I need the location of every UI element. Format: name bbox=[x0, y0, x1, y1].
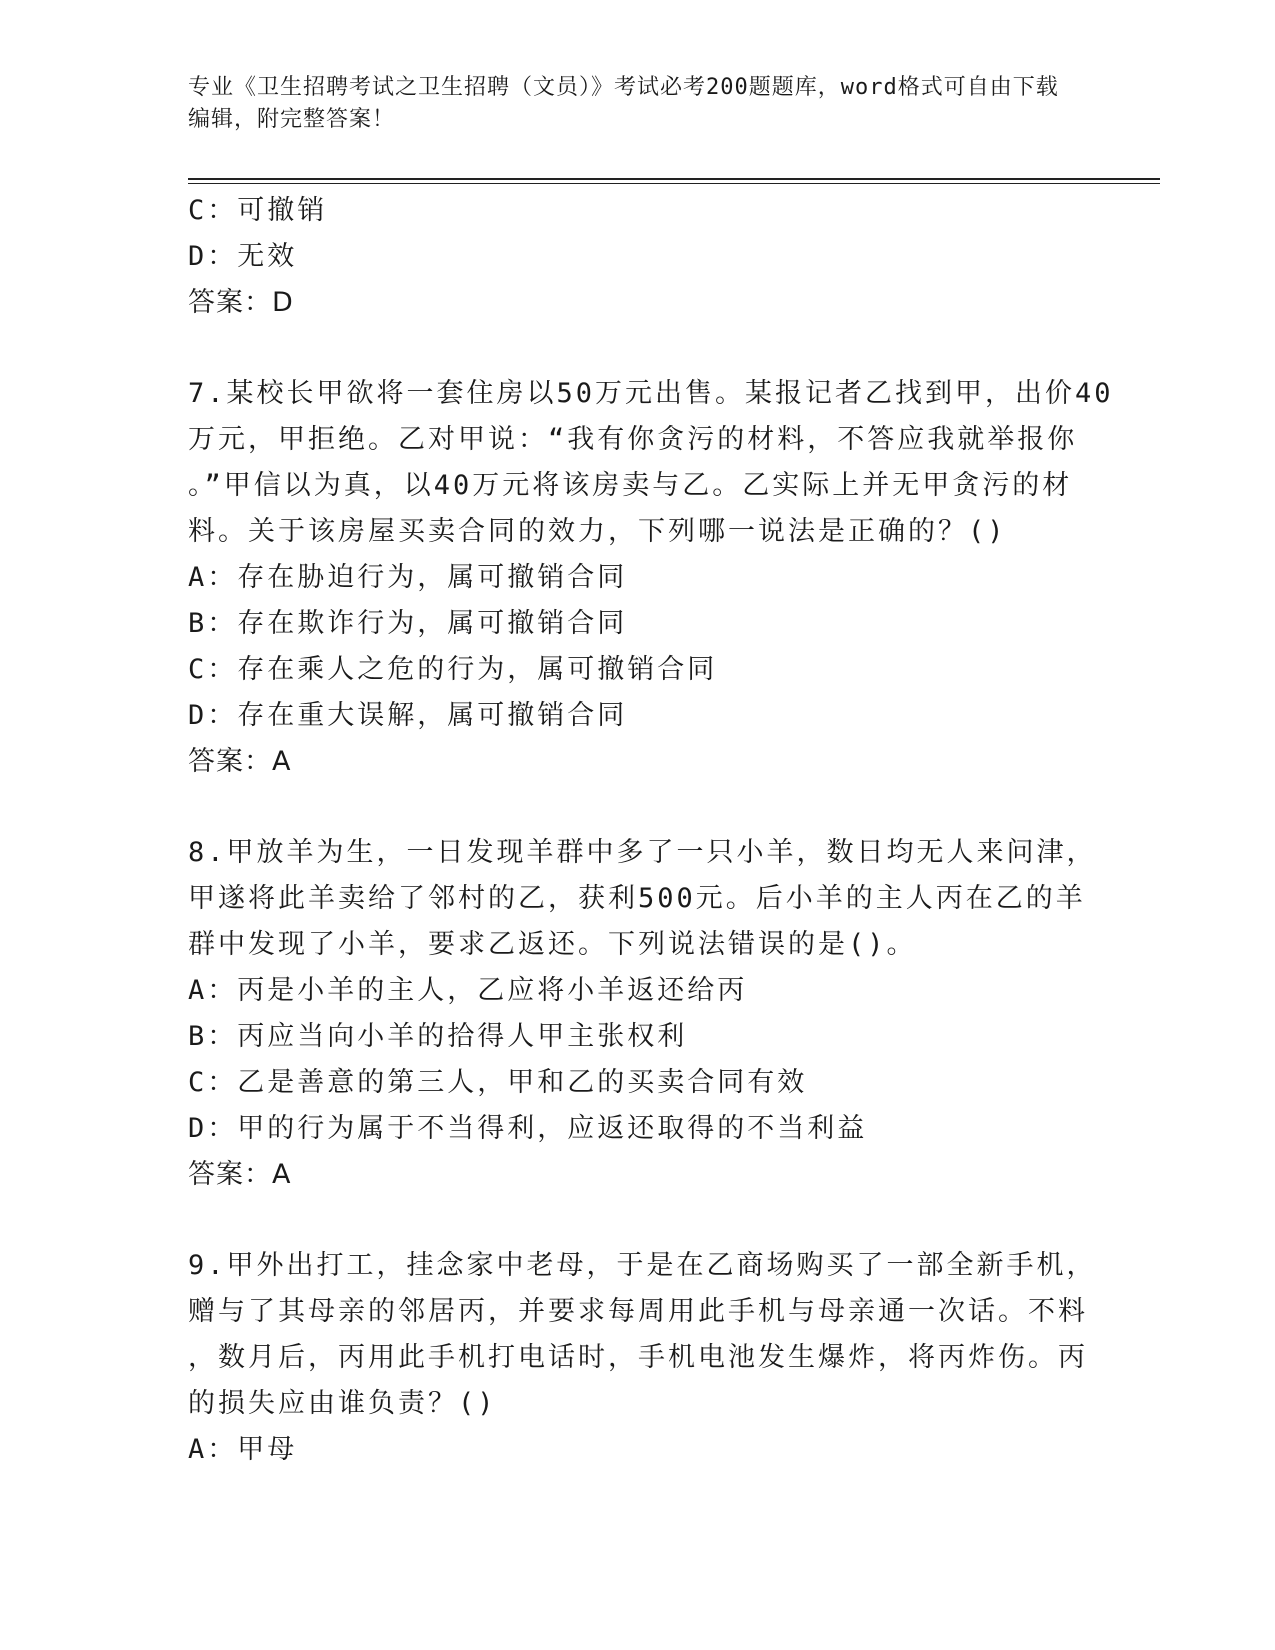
question-stem-line: 万元，甲拒绝。乙对甲说：“我有你贪污的材料，不答应我就举报你 bbox=[188, 424, 1078, 455]
option-d: D：无效 bbox=[188, 241, 298, 272]
option-a: A：丙是小羊的主人，乙应将小羊返还给丙 bbox=[188, 975, 748, 1006]
question-7 bbox=[188, 371, 1114, 785]
header-divider-thin bbox=[188, 183, 1160, 184]
question-stem-line: 群中发现了小羊，要求乙返还。下列说法错误的是()。 bbox=[188, 929, 917, 960]
spacer bbox=[188, 785, 1088, 830]
answer-line: 答案：A bbox=[188, 1159, 292, 1190]
question-stem-line: 赠与了其母亲的邻居丙，并要求每周用此手机与母亲通一次话。不料 bbox=[188, 1296, 1088, 1327]
question-8 bbox=[188, 830, 1097, 1198]
question-stem-line: 甲遂将此羊卖给了邻村的乙，获利500元。后小羊的主人丙在乙的羊 bbox=[188, 883, 1086, 914]
question-content bbox=[188, 188, 1114, 1473]
option-c: C：乙是善意的第三人，甲和乙的买卖合同有效 bbox=[188, 1067, 808, 1098]
header-divider bbox=[188, 178, 1160, 180]
option-c: C：存在乘人之危的行为，属可撤销合同 bbox=[188, 654, 718, 685]
option-b: B：丙应当向小羊的拾得人甲主张权利 bbox=[188, 1021, 688, 1052]
question-stem-line: ，数月后，丙用此手机打电话时，手机电池发生爆炸，将丙炸伤。丙 bbox=[188, 1342, 1088, 1373]
option-a: A：存在胁迫行为，属可撤销合同 bbox=[188, 562, 628, 593]
option-d: D：甲的行为属于不当得利，应返还取得的不当利益 bbox=[188, 1113, 868, 1144]
question-stem-line: 7.某校长甲欲将一套住房以50万元出售。某报记者乙找到甲，出价40 bbox=[188, 378, 1114, 409]
option-a: A：甲母 bbox=[188, 1434, 298, 1465]
page-header: 专业《卫生招聘考试之卫生招聘（文员）》考试必考200题题库，word格式可自由下载编辑，附完整答案！ bbox=[188, 75, 1059, 132]
question-stem-line: 料。关于该房屋买卖合同的效力，下列哪一说法是正确的？() bbox=[188, 516, 1007, 547]
option-b: B：存在欺诈行为，属可撤销合同 bbox=[188, 608, 628, 639]
option-c: C：可撤销 bbox=[188, 195, 328, 226]
question-stem-line: 8.甲放羊为生，一日发现羊群中多了一只小羊，数日均无人来问津， bbox=[188, 837, 1097, 868]
spacer bbox=[188, 326, 1088, 371]
spacer bbox=[188, 1198, 1088, 1243]
option-d: D：存在重大误解，属可撤销合同 bbox=[188, 700, 628, 731]
question-stem-line: 9.甲外出打工，挂念家中老母，于是在乙商场购买了一部全新手机， bbox=[188, 1250, 1097, 1281]
question-stem-line: 的损失应由谁负责？() bbox=[188, 1388, 497, 1419]
question-9 bbox=[188, 1243, 1097, 1473]
question-stem-line: 。”甲信以为真，以40万元将该房卖与乙。乙实际上并无甲贪污的材 bbox=[188, 470, 1073, 501]
answer-line: 答案：A bbox=[188, 746, 292, 777]
answer-line: 答案：D bbox=[188, 287, 294, 318]
